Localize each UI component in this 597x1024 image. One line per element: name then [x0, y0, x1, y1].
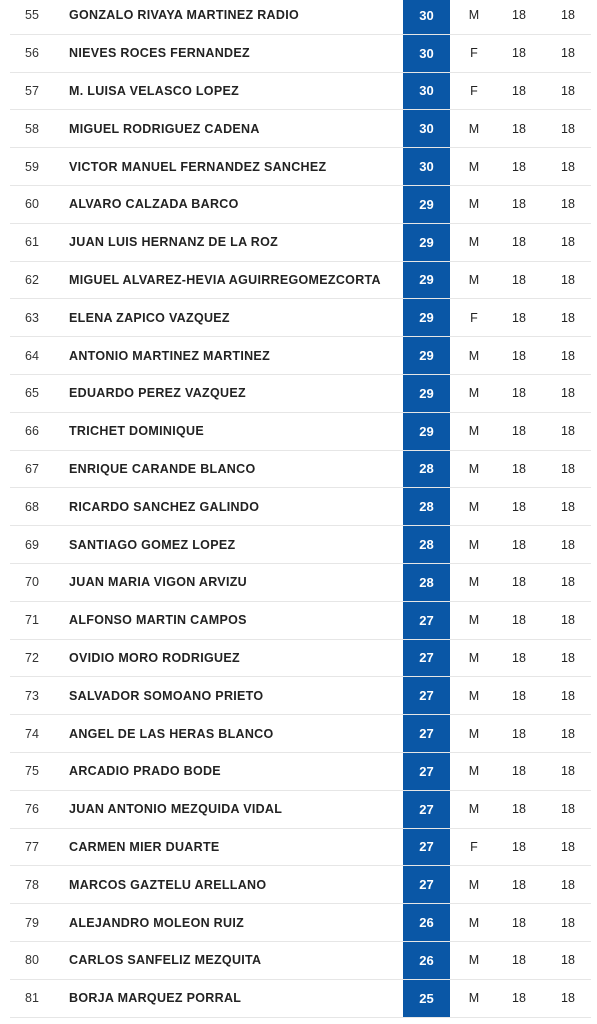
player-name-cell: ENRIQUE CARANDE BLANCO: [69, 461, 256, 476]
player-name-cell: OVIDIO MORO RODRIGUEZ: [69, 650, 240, 665]
stat-cell-1: 18: [512, 272, 526, 287]
score-cell: 29: [403, 375, 450, 412]
stat-cell-2: 18: [561, 499, 575, 514]
gender-cell: M: [468, 235, 480, 250]
score-cell: 29: [403, 262, 450, 299]
stat-cell-2: 18: [561, 310, 575, 325]
stat-cell-2: 18: [561, 461, 575, 476]
position-cell: 79: [25, 915, 39, 930]
stat-cell-2: 18: [561, 386, 575, 401]
position-cell: 57: [25, 83, 39, 98]
table-row[interactable]: [10, 35, 591, 73]
gender-cell: M: [468, 991, 480, 1006]
player-name-cell: ALEJANDRO MOLEON RUIZ: [69, 915, 245, 930]
score-cell: 30: [403, 35, 450, 72]
stat-cell-1: 18: [512, 8, 526, 23]
player-name-cell: ANTONIO MARTINEZ MARTINEZ: [69, 348, 271, 363]
position-cell: 65: [25, 386, 39, 401]
table-row[interactable]: [10, 564, 591, 602]
table-row[interactable]: [10, 262, 591, 300]
gender-cell: F: [470, 46, 478, 61]
table-row[interactable]: [10, 337, 591, 375]
score-cell: 29: [403, 186, 450, 223]
position-cell: 55: [25, 8, 39, 23]
player-name-cell: JUAN LUIS HERNANZ DE LA ROZ: [69, 235, 279, 250]
player-name-cell: ANGEL DE LAS HERAS BLANCO: [69, 726, 274, 741]
stat-cell-2: 18: [561, 688, 575, 703]
table-row[interactable]: [10, 904, 591, 942]
position-cell: 61: [25, 235, 39, 250]
stat-cell-2: 18: [561, 726, 575, 741]
gender-cell: F: [470, 310, 478, 325]
gender-cell: M: [468, 461, 480, 476]
table-row[interactable]: [10, 413, 591, 451]
stat-cell-2: 18: [561, 8, 575, 23]
stat-cell-1: 18: [512, 83, 526, 98]
table-row[interactable]: [10, 299, 591, 337]
stat-cell-1: 18: [512, 726, 526, 741]
player-name-cell: GONZALO RIVAYA MARTINEZ RADIO: [69, 8, 300, 23]
player-name-cell: MIGUEL RODRIGUEZ CADENA: [69, 121, 260, 136]
table-row[interactable]: [10, 715, 591, 753]
score-cell: 28: [403, 451, 450, 488]
table-row[interactable]: [10, 829, 591, 867]
table-row[interactable]: [10, 526, 591, 564]
score-cell: 28: [403, 564, 450, 601]
stat-cell-2: 18: [561, 764, 575, 779]
score-cell: 29: [403, 224, 450, 261]
stat-cell-1: 18: [512, 499, 526, 514]
player-name-cell: ALFONSO MARTIN CAMPOS: [69, 613, 247, 628]
gender-cell: M: [468, 877, 480, 892]
position-cell: 78: [25, 877, 39, 892]
stat-cell-2: 18: [561, 83, 575, 98]
score-cell: 25: [403, 980, 450, 1017]
player-name-cell: M. LUISA VELASCO LOPEZ: [69, 83, 240, 98]
stat-cell-2: 18: [561, 991, 575, 1006]
player-name-cell: SANTIAGO GOMEZ LOPEZ: [69, 537, 236, 552]
position-cell: 62: [25, 272, 39, 287]
stat-cell-1: 18: [512, 839, 526, 854]
position-cell: 56: [25, 46, 39, 61]
stat-cell-1: 18: [512, 802, 526, 817]
gender-cell: M: [468, 537, 480, 552]
table-row[interactable]: [10, 0, 591, 35]
score-cell: 30: [403, 73, 450, 110]
table-row[interactable]: [10, 375, 591, 413]
position-cell: 64: [25, 348, 39, 363]
stat-cell-1: 18: [512, 537, 526, 552]
player-name-cell: CARMEN MIER DUARTE: [69, 839, 220, 854]
stat-cell-1: 18: [512, 953, 526, 968]
score-cell: 27: [403, 791, 450, 828]
position-cell: 75: [25, 764, 39, 779]
gender-cell: M: [468, 348, 480, 363]
player-name-cell: MIGUEL ALVAREZ-HEVIA AGUIRREGOMEZCORTA: [69, 272, 381, 287]
score-cell: 27: [403, 829, 450, 866]
table-row[interactable]: [10, 73, 591, 111]
stat-cell-1: 18: [512, 424, 526, 439]
gender-cell: M: [468, 424, 480, 439]
player-name-cell: JUAN ANTONIO MEZQUIDA VIDAL: [69, 802, 283, 817]
stat-cell-1: 18: [512, 348, 526, 363]
stat-cell-1: 18: [512, 650, 526, 665]
position-cell: 73: [25, 688, 39, 703]
position-cell: 70: [25, 575, 39, 590]
position-cell: 72: [25, 650, 39, 665]
player-name-cell: BORJA MARQUEZ PORRAL: [69, 991, 242, 1006]
score-cell: 27: [403, 640, 450, 677]
player-name-cell: SALVADOR SOMOANO PRIETO: [69, 688, 264, 703]
table-row[interactable]: [10, 677, 591, 715]
position-cell: 69: [25, 537, 39, 552]
player-name-cell: ARCADIO PRADO BODE: [69, 764, 221, 779]
player-name-cell: JUAN MARIA VIGON ARVIZU: [69, 575, 247, 590]
score-cell: 29: [403, 413, 450, 450]
table-row[interactable]: [10, 753, 591, 791]
gender-cell: M: [468, 386, 480, 401]
score-cell: 29: [403, 299, 450, 336]
gender-cell: M: [468, 8, 480, 23]
position-cell: 74: [25, 726, 39, 741]
table-row[interactable]: [10, 110, 591, 148]
gender-cell: M: [468, 159, 480, 174]
table-row[interactable]: [10, 640, 591, 678]
stat-cell-1: 18: [512, 46, 526, 61]
score-cell: 27: [403, 715, 450, 752]
score-cell: 30: [403, 0, 450, 34]
stat-cell-2: 18: [561, 650, 575, 665]
stat-cell-2: 18: [561, 575, 575, 590]
stat-cell-1: 18: [512, 915, 526, 930]
table-row[interactable]: [10, 451, 591, 489]
table-row[interactable]: [10, 791, 591, 829]
gender-cell: M: [468, 575, 480, 590]
stat-cell-1: 18: [512, 159, 526, 174]
table-row[interactable]: [10, 488, 591, 526]
score-cell: 28: [403, 488, 450, 525]
gender-cell: M: [468, 726, 480, 741]
stat-cell-2: 18: [561, 121, 575, 136]
stat-cell-1: 18: [512, 613, 526, 628]
table-row[interactable]: [10, 602, 591, 640]
player-name-cell: TRICHET DOMINIQUE: [69, 424, 204, 439]
stat-cell-1: 18: [512, 688, 526, 703]
gender-cell: M: [468, 272, 480, 287]
table-row[interactable]: [10, 866, 591, 904]
stat-cell-2: 18: [561, 802, 575, 817]
score-cell: 27: [403, 602, 450, 639]
score-cell: 28: [403, 526, 450, 563]
stat-cell-2: 18: [561, 197, 575, 212]
position-cell: 60: [25, 197, 39, 212]
stat-cell-1: 18: [512, 310, 526, 325]
gender-cell: M: [468, 499, 480, 514]
player-name-cell: ALVARO CALZADA BARCO: [69, 197, 239, 212]
stat-cell-2: 18: [561, 613, 575, 628]
stat-cell-2: 18: [561, 953, 575, 968]
stat-cell-1: 18: [512, 461, 526, 476]
table-row[interactable]: [10, 942, 591, 980]
stat-cell-1: 18: [512, 764, 526, 779]
position-cell: 77: [25, 839, 39, 854]
gender-cell: M: [468, 650, 480, 665]
stat-cell-2: 18: [561, 839, 575, 854]
stat-cell-2: 18: [561, 348, 575, 363]
stat-cell-2: 18: [561, 424, 575, 439]
stat-cell-2: 18: [561, 235, 575, 250]
score-cell: 26: [403, 942, 450, 979]
table-row[interactable]: [10, 148, 591, 186]
gender-cell: F: [470, 83, 478, 98]
position-cell: 59: [25, 159, 39, 174]
gender-cell: M: [468, 802, 480, 817]
position-cell: 76: [25, 802, 39, 817]
stat-cell-1: 18: [512, 235, 526, 250]
stat-cell-1: 18: [512, 121, 526, 136]
player-name-cell: RICARDO SANCHEZ GALINDO: [69, 499, 260, 514]
stat-cell-2: 18: [561, 915, 575, 930]
stat-cell-1: 18: [512, 386, 526, 401]
position-cell: 67: [25, 461, 39, 476]
gender-cell: M: [468, 121, 480, 136]
table-row[interactable]: [10, 186, 591, 224]
gender-cell: M: [468, 197, 480, 212]
stat-cell-2: 18: [561, 272, 575, 287]
gender-cell: M: [468, 688, 480, 703]
gender-cell: F: [470, 839, 478, 854]
score-cell: 29: [403, 337, 450, 374]
stat-cell-1: 18: [512, 197, 526, 212]
stat-cell-1: 18: [512, 877, 526, 892]
position-cell: 71: [25, 613, 39, 628]
position-cell: 68: [25, 499, 39, 514]
table-row[interactable]: [10, 980, 591, 1018]
table-row[interactable]: [10, 224, 591, 262]
score-cell: 30: [403, 148, 450, 185]
score-cell: 26: [403, 904, 450, 941]
position-cell: 66: [25, 424, 39, 439]
score-cell: 27: [403, 753, 450, 790]
player-name-cell: CARLOS SANFELIZ MEZQUITA: [69, 953, 262, 968]
player-name-cell: ELENA ZAPICO VAZQUEZ: [69, 310, 230, 325]
player-name-cell: NIEVES ROCES FERNANDEZ: [69, 46, 250, 61]
stat-cell-1: 18: [512, 575, 526, 590]
stat-cell-2: 18: [561, 46, 575, 61]
player-name-cell: EDUARDO PEREZ VAZQUEZ: [69, 386, 246, 401]
position-cell: 81: [25, 991, 39, 1006]
gender-cell: M: [468, 953, 480, 968]
stat-cell-1: 18: [512, 991, 526, 1006]
gender-cell: M: [468, 764, 480, 779]
gender-cell: M: [468, 915, 480, 930]
position-cell: 80: [25, 953, 39, 968]
stat-cell-2: 18: [561, 537, 575, 552]
stat-cell-2: 18: [561, 159, 575, 174]
score-cell: 27: [403, 677, 450, 714]
position-cell: 58: [25, 121, 39, 136]
player-name-cell: VICTOR MANUEL FERNANDEZ SANCHEZ: [69, 159, 327, 174]
stat-cell-2: 18: [561, 877, 575, 892]
gender-cell: M: [468, 613, 480, 628]
player-name-cell: MARCOS GAZTELU ARELLANO: [69, 877, 267, 892]
score-cell: 27: [403, 866, 450, 903]
score-cell: 30: [403, 110, 450, 147]
position-cell: 63: [25, 310, 39, 325]
